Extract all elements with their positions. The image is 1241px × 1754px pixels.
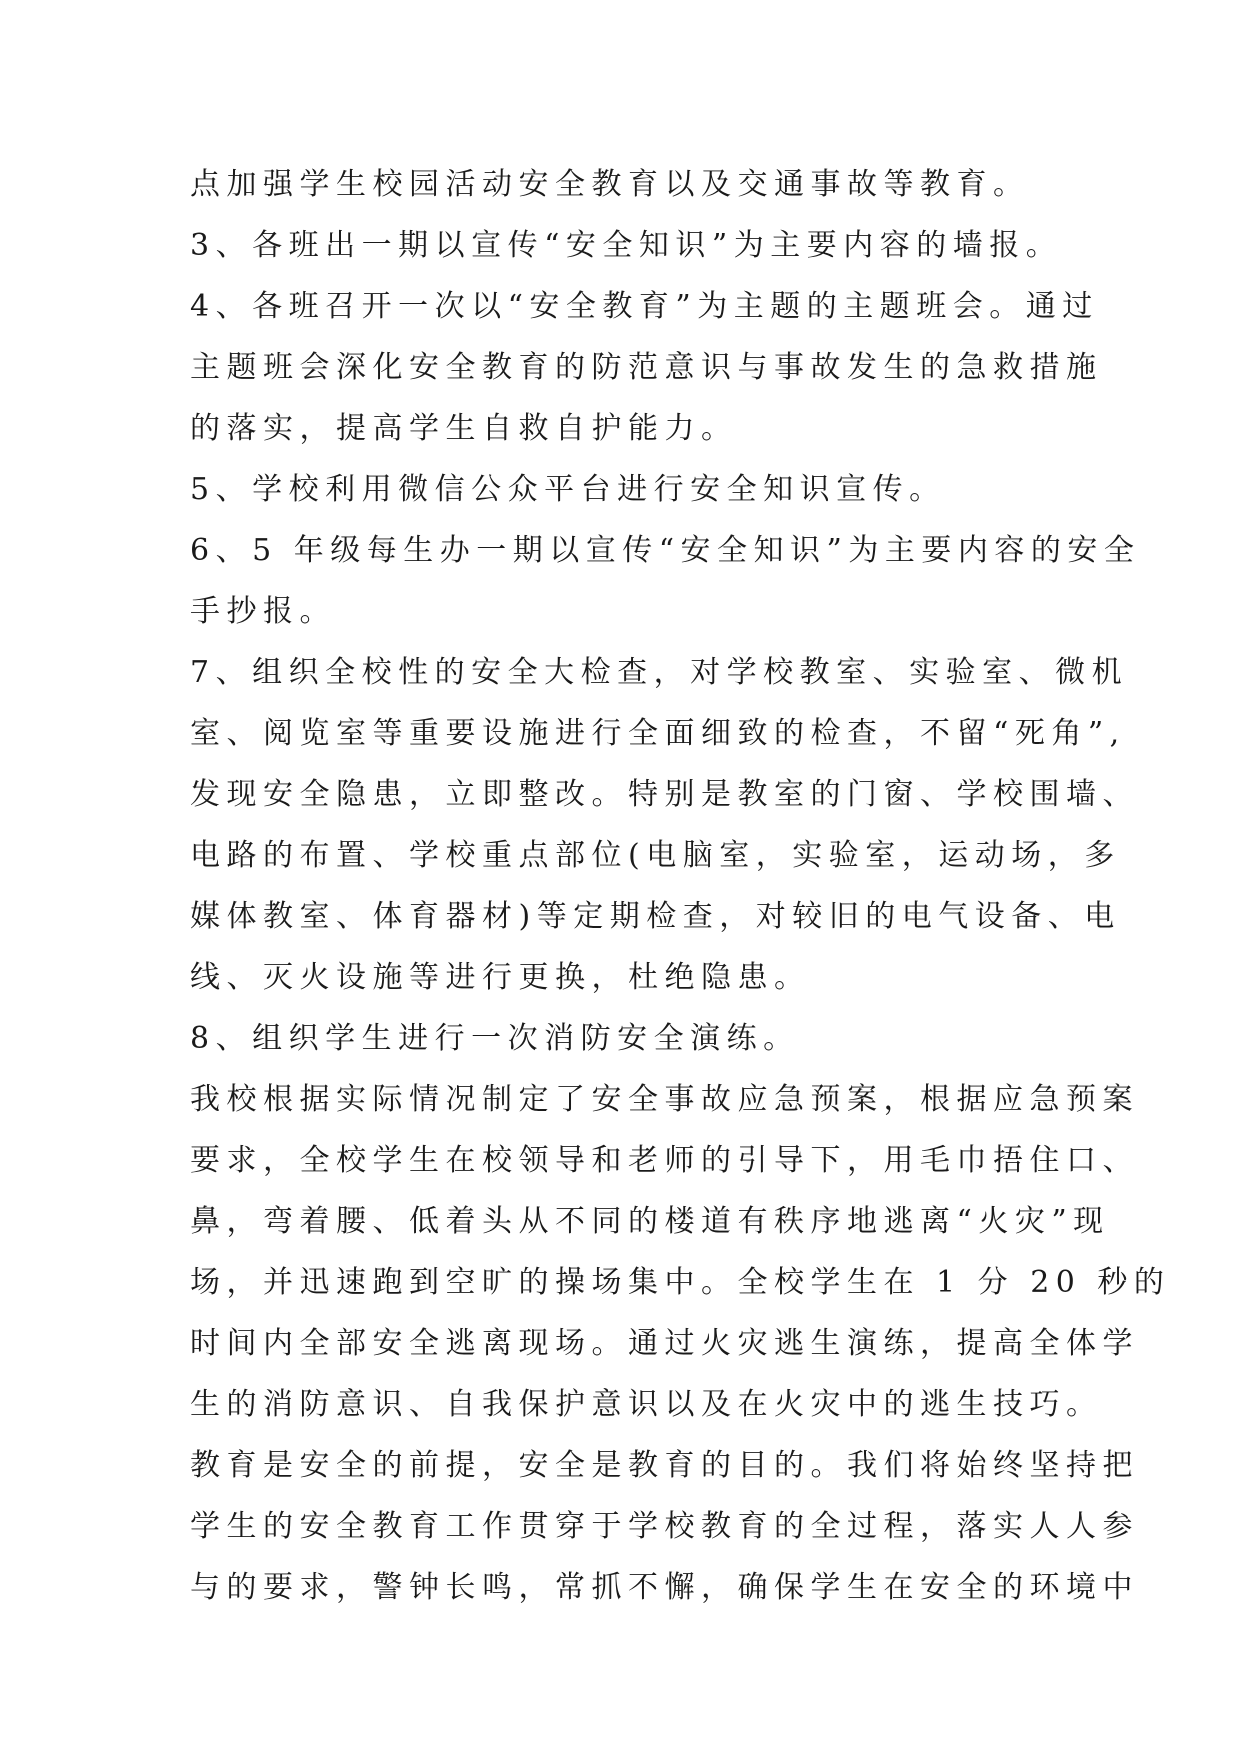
text-line: 场，并迅速跑到空旷的操场集中。全校学生在 1 分 20 秒的 (190, 1265, 1171, 1300)
text-line: 发现安全隐患，立即整改。特别是教室的门窗、学校围墙、 (190, 777, 1139, 812)
text-line: 5、学校利用微信公众平台进行安全知识宣传。 (190, 472, 946, 507)
text-line: 3、各班出一期以宣传“安全知识”为主要内容的墙报。 (190, 228, 1063, 263)
text-line: 8、组织学生进行一次消防安全演练。 (190, 1021, 800, 1056)
text-line: 生的消防意识、自我保护意识以及在火灾中的逃生技巧。 (190, 1387, 1103, 1422)
text-line: 鼻，弯着腰、低着头从不同的楼道有秩序地逃离“火灾”现 (190, 1204, 1110, 1239)
text-line: 教育是安全的前提，安全是教育的目的。我们将始终坚持把 (190, 1448, 1139, 1483)
document-body (190, 154, 1171, 1618)
text-line: 我校根据实际情况制定了安全事故应急预案，根据应急预案 (190, 1082, 1139, 1117)
text-line: 7、组织全校性的安全大检查，对学校教室、实验室、微机 (190, 655, 1129, 690)
text-line: 4、各班召开一次以“安全教育”为主题的主题班会。通过 (190, 289, 1099, 324)
text-line: 主题班会深化安全教育的防范意识与事故发生的急救措施 (190, 350, 1103, 385)
text-line: 媒体教室、体育器材)等定期检查，对较旧的电气设备、电 (190, 899, 1121, 934)
text-line: 电路的布置、学校重点部位(电脑室，实验室，运动场，多 (190, 838, 1121, 873)
text-line: 6、5 年级每生办一期以宣传“安全知识”为主要内容的安全 (190, 533, 1141, 568)
text-line: 点加强学生校园活动安全教育以及交通事故等教育。 (190, 167, 1030, 202)
text-line: 的落实，提高学生自救自护能力。 (190, 411, 738, 446)
text-line: 时间内全部安全逃离现场。通过火灾逃生演练，提高全体学 (190, 1326, 1139, 1361)
text-line: 室、阅览室等重要设施进行全面细致的检查，不留“死角”, (190, 716, 1126, 751)
text-line: 与的要求，警钟长鸣，常抓不懈，确保学生在安全的环境中 (190, 1570, 1139, 1605)
text-line: 要求，全校学生在校领导和老师的引导下，用毛巾捂住口、 (190, 1143, 1139, 1178)
text-line: 学生的安全教育工作贯穿于学校教育的全过程，落实人人参 (190, 1509, 1139, 1544)
text-line: 线、灭火设施等进行更换，杜绝隐患。 (190, 960, 811, 995)
text-line: 手抄报。 (190, 594, 336, 629)
